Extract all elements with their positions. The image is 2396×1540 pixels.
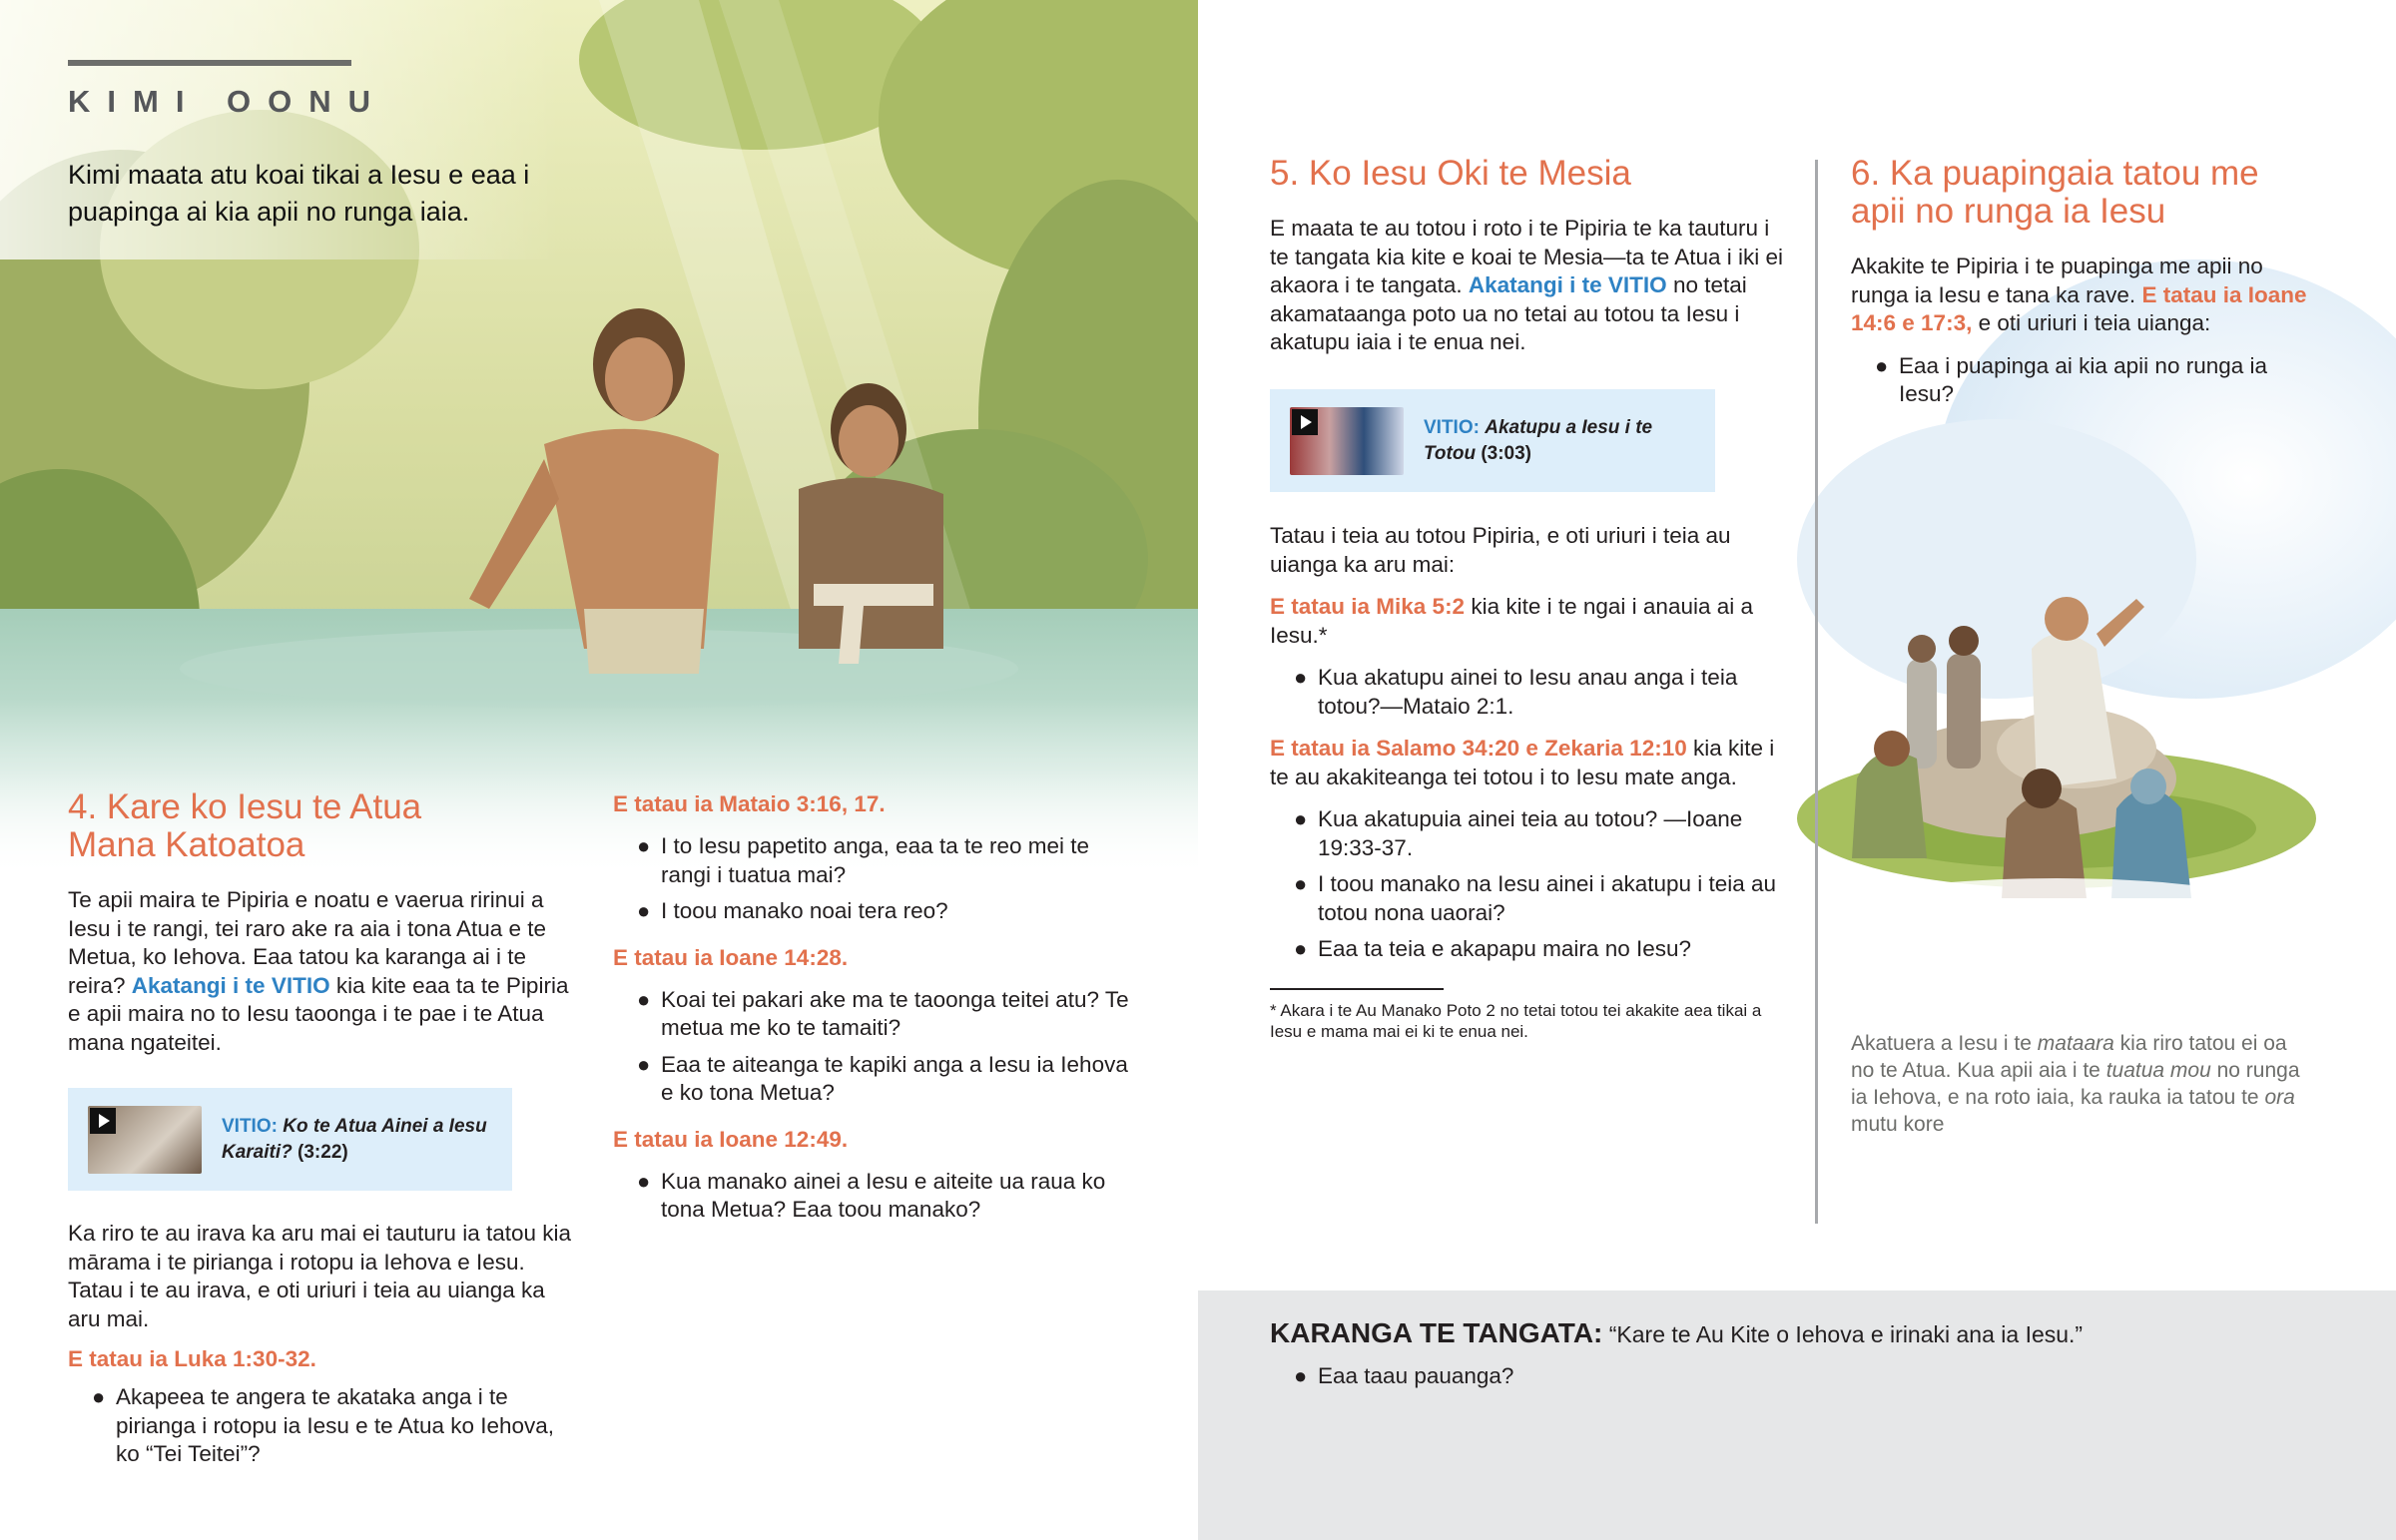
footnote-rule xyxy=(1270,988,1444,990)
question-list-6 xyxy=(1851,352,2320,409)
question-list-5b xyxy=(1270,805,1789,964)
scripture-ref-ioane-14-6[interactable]: E tatau ia Ioane 14:6 e 17:3, xyxy=(1851,281,2307,335)
section-5 xyxy=(1270,155,1789,357)
section-5-ref-2-line: E tatau ia Salamo 34:20 e Zekaria 12:10 kia kite i te au akakiteanga tei totou i to Iesu mate anga. xyxy=(1270,736,1775,789)
section-5-title: 5. Ko Iesu Oki te Mesia xyxy=(1270,154,1631,193)
question-item: ● Kua manako ainei a Iesu e aiteite ua raua ko tona Metua? Eaa toou manako? xyxy=(637,1168,1106,1222)
play-video-link[interactable]: Akatangi i te VITIO xyxy=(131,972,330,998)
section-6 xyxy=(1851,155,2320,417)
section-4-continued xyxy=(68,1220,577,1477)
section-4 xyxy=(68,788,577,1057)
column-divider xyxy=(1815,160,1818,1224)
kimi-intro: Kimi maata atu koai tikai a Iesu e eaa i puapinga ai kia apii no runga iaia. xyxy=(68,160,530,227)
question-item: ● Kua akatupuia ainei teia au totou? —Ioane 19:33-37. xyxy=(1294,806,1743,860)
question-list-4 xyxy=(613,1168,1132,1225)
question-item: ● Eaa te aiteanga te kapiki anga a Iesu ia Iehova e ko tona Metua? xyxy=(637,1051,1128,1105)
question-item: ● Koai tei pakari ake ma te taoonga teitei atu? Te metua me ko te tamaiti? xyxy=(637,986,1129,1040)
question-list-2 xyxy=(613,832,1132,926)
question-list-1 xyxy=(68,1383,577,1469)
scripture-ref-ioane-12[interactable]: E tatau ia Ioane 12:49. xyxy=(613,1126,849,1152)
footnote: * Akara i te Au Manako Poto 2 no tetai totou tei akakite aea tikai a Iesu e mama mai ei ki te enua nei. xyxy=(1270,1001,1762,1041)
scripture-ref-ioane-14[interactable]: E tatau ia Ioane 14:28. xyxy=(613,944,849,970)
kimi-title: KIMI OONU xyxy=(68,84,388,119)
question-item: ● I toou manako noai tera reo? xyxy=(637,898,948,923)
question-item: ● I toou manako na Iesu ainei i akatupu i teia au totou nona uaorai? xyxy=(1294,871,1777,925)
video-card-section-4[interactable] xyxy=(68,1088,512,1191)
video-thumbnail[interactable] xyxy=(1290,407,1404,475)
video-thumbnail[interactable] xyxy=(88,1106,202,1174)
scripture-ref-mataio[interactable]: E tatau ia Mataio 3:16, 17. xyxy=(613,791,886,816)
video-label[interactable]: VITIO: Ko te Atua Ainei a Iesu Karaiti? (3:22) xyxy=(222,1115,487,1163)
video-label[interactable]: VITIO: Akatupu a Iesu i te Totou (3:03) xyxy=(1424,416,1653,464)
section-5-paragraph-2: Tatau i teia au totou Pipiria, e oti uriuri i teia au uianga ka aru mai: xyxy=(1270,523,1731,577)
baptism-illustration xyxy=(0,0,1198,878)
question-item: ● Kua akatupu ainei to Iesu anau anga i teia totou?—Mataio 2:1. xyxy=(1294,665,1738,719)
scripture-ref-luka[interactable]: E tatau ia Luka 1:30-32. xyxy=(68,1346,316,1371)
section-5-continued xyxy=(1270,522,1789,972)
question-item: ● I to Iesu papetito anga, eaa ta te reo mei te rangi i tuatua mai? xyxy=(637,833,1090,887)
video-card-section-5[interactable] xyxy=(1270,389,1715,492)
question-item: ● Akapeea te angera te akataka anga i te pirianga i rotopu ia Iesu e te Atua ko Iehova, ko “Tei Teitei”? xyxy=(92,1384,555,1466)
kimi-rule xyxy=(68,60,351,66)
question-item: ● Eaa taau pauanga? xyxy=(1294,1363,1514,1388)
question-item: ● Eaa i puapinga ai kia apii no runga ia Iesu? xyxy=(1875,352,2268,406)
play-icon[interactable] xyxy=(1292,409,1318,435)
scripture-ref-mika[interactable]: E tatau ia Mika 5:2 xyxy=(1270,594,1466,619)
question-item: ● Eaa ta teia e akapapu maira no Iesu? xyxy=(1294,936,1692,961)
scripture-ref-salamo[interactable]: E tatau ia Salamo 34:20 e Zekaria 12:10 xyxy=(1270,736,1687,761)
karanga-question-list xyxy=(1270,1362,2083,1391)
play-icon[interactable] xyxy=(90,1108,116,1134)
question-list-5a xyxy=(1270,664,1789,721)
section-6-paragraph: Akakite te Pipiria i te puapinga me apii no runga ia Iesu e tana ka rave. E tatau ia Ioane 14:6 e 17:3, e oti uriuri i teia uianga: xyxy=(1851,254,2307,335)
play-video-link[interactable]: Akatangi i te VITIO xyxy=(1468,272,1667,297)
illustration-caption: Akatuera a Iesu i te mataara kia riro tatou ei oa no te Atua. Kua apii aia i te tuatua mou no runga ia Iehova, e na roto iaia, ka rauka ia tatou te ora mutu kore xyxy=(1851,1032,2300,1136)
karanga-label: KARANGA TE TANGATA: xyxy=(1270,1317,1603,1348)
question-list-3 xyxy=(613,986,1132,1108)
section-6-title: 6. Ka puapingaia tatou me apii no runga ia Iesu xyxy=(1851,154,2259,231)
section-5-ref-1-line: E tatau ia Mika 5:2 kia kite i te ngai i anauia ai a Iesu.* xyxy=(1270,594,1754,648)
section-4-title: 4. Kare ko Iesu te Atua Mana Katoatoa xyxy=(68,787,422,864)
karanga-statement xyxy=(1270,1317,2083,1399)
section-5-paragraph: E maata te au totou i roto i te Pipiria te ka tauturu i te tangata kia kite e koai te Mesia—ta te Atua i iki ei akaora i te tangata. Akatangi i te VITIO no tetai akamataanga poto ua no tetai au totou ta Iesu i akatupu iaia i te enua nei. xyxy=(1270,216,1784,354)
section-4-paragraph-2: Ka riro te au irava ka aru mai ei tauturu ia tatou kia mārama i te pirianga i rotopu ia Iehova e Iesu. Tatau i te au irava, e oti uriuri i teia au uianga ka aru mai. xyxy=(68,1221,572,1331)
section-4-paragraph: Te apii maira te Pipiria e noatu e vaerua ririnui a Iesu i te rangi, tei raro ake ra aia i tona Atua e te Metua, ko Iehova. Eaa tatou ka karanga ai i te reira? Akatangi i te VITIO kia kite eaa ta te Pipiria e apii maira no to Iesu taoonga i te pae i te Atua mana ngateitei. xyxy=(68,887,569,1055)
section-4-column-b xyxy=(613,790,1132,1233)
karanga-quote: “Kare te Au Kite o Iehova e irinaki ana ia Iesu.” xyxy=(1602,1321,2084,1347)
